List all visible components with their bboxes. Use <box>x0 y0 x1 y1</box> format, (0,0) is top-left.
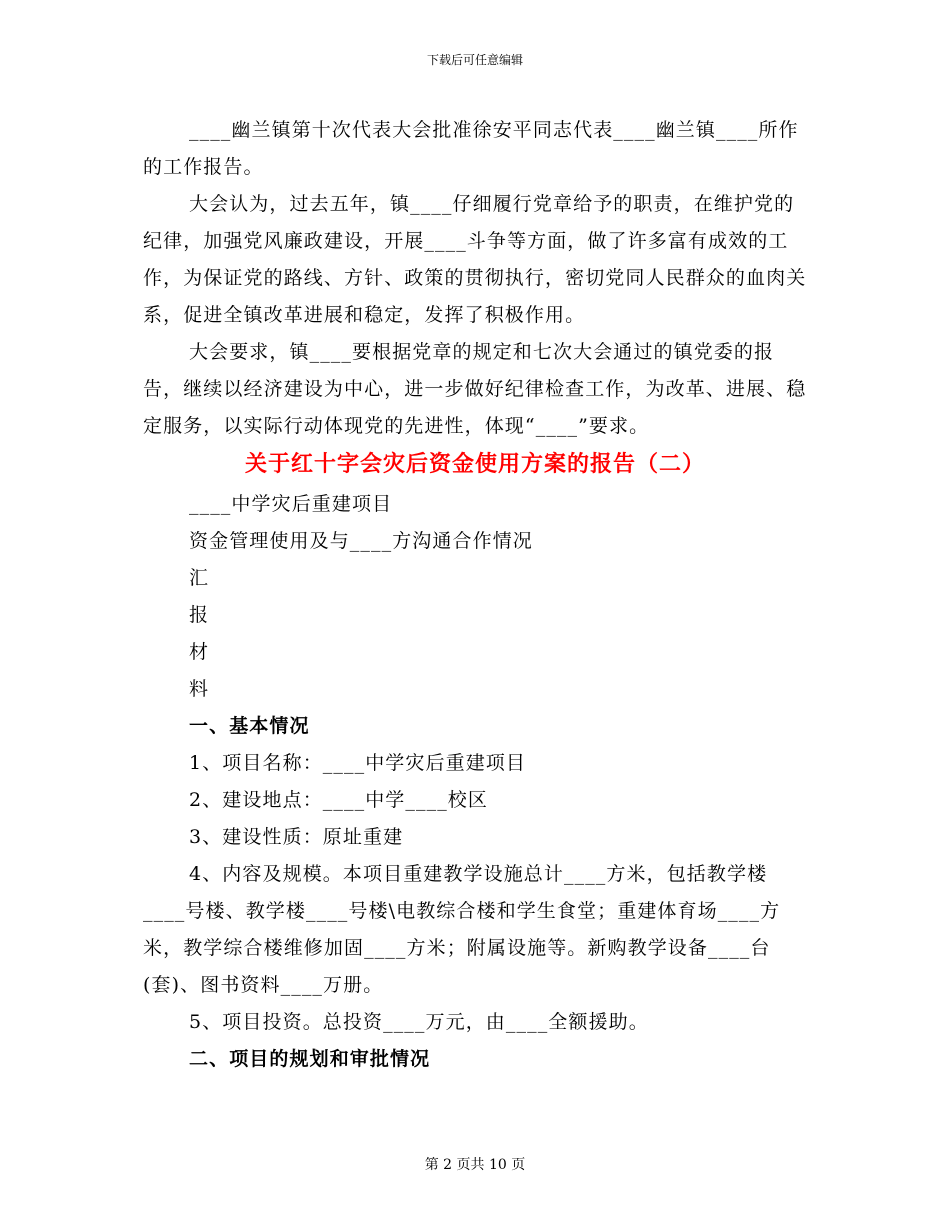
intro-char: 汇 <box>189 567 210 589</box>
paragraph-assessment: 大会认为，过去五年，镇____仔细履行党章给予的职责，在维护党的纪律，加强党风廉政建设，开展____斗争等方面，做了许多富有成效的工作，为保证党的路线、方针、政策的贯彻执行，密切党同人民群众的血肉关系，促进全镇改革进展和稳定，发挥了积极作用。 <box>143 193 807 326</box>
intro-char: 材 <box>189 641 210 663</box>
item-location: 2、建设地点：____中学____校区 <box>189 789 488 811</box>
heading-planning: 二、项目的规划和审批情况 <box>189 1048 431 1070</box>
intro-char: 料 <box>189 678 210 700</box>
item-scope: 4、内容及规模。本项目重建教学设施总计____方米，包括教学楼____号楼、教学楼____号楼\电教综合楼和学生食堂；重建体育场____方米，教学综合楼维修加固____方米；附属设施等。新购教学设备____台(套)、图书资料____万册。 <box>143 863 781 996</box>
heading-basic-info: 一、基本情况 <box>189 715 310 737</box>
intro-line-project: ____中学灾后重建项目 <box>189 493 393 515</box>
page-number: 第 2 页共 10 页 <box>424 1157 526 1173</box>
item-project-name: 1、项目名称：____中学灾后重建项目 <box>189 752 526 774</box>
intro-char: 报 <box>189 604 210 626</box>
item-nature: 3、建设性质：原址重建 <box>189 826 404 848</box>
page-header: 下载后可任意编辑 <box>426 53 523 67</box>
report-title: 关于红十字会灾后资金使用方案的报告（二） <box>244 451 705 477</box>
intro-line-funds: 资金管理使用及与____方沟通合作情况 <box>189 530 533 552</box>
paragraph-requirement: 大会要求，镇____要根据党章的规定和七次大会通过的镇党委的报告，继续以经济建设为中心，进一步做好纪律检查工作，为改革、进展、稳定服务，以实际行动体现党的先进性，体现“____”要求。 <box>143 341 807 437</box>
paragraph-approval: ____幽兰镇第十次代表大会批准徐安平同志代表____幽兰镇____所作的工作报告。 <box>143 119 799 178</box>
item-investment: 5、项目投资。总投资____万元，由____全额援助。 <box>189 1011 649 1033</box>
